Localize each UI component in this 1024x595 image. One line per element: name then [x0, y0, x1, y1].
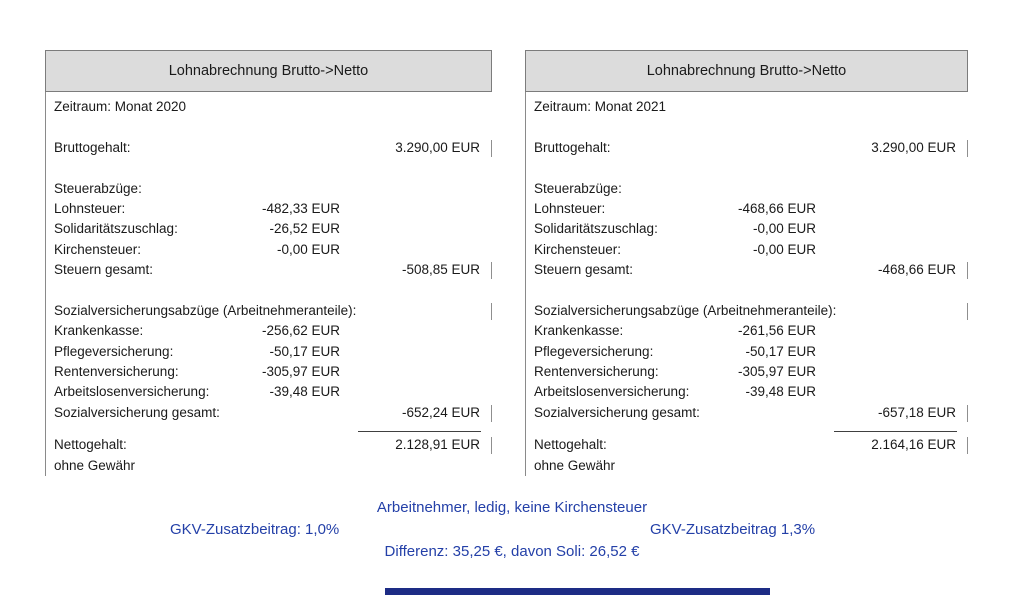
row-label: Krankenkasse:: [534, 323, 624, 339]
row-value: 2.164,16 EUR: [871, 437, 956, 453]
row-label: Pflegeversicherung:: [534, 343, 654, 359]
row-value: 2.128,91 EUR: [395, 437, 480, 453]
row-label: Arbeitslosenversicherung:: [534, 384, 690, 400]
gkv-note-2020: GKV-Zusatzbeitrag: 1,0%: [170, 521, 340, 538]
row-steuern-gesamt: [46, 260, 492, 280]
row-blank: [526, 158, 968, 178]
row-value: -261,56 EUR: [737, 323, 816, 339]
row-label: Lohnsteuer:: [54, 200, 126, 216]
footer-note-employee: Arbeitnehmer, ledig, keine Kirchensteuer: [376, 499, 648, 516]
row-sozialversicherung-heading: [526, 301, 968, 321]
row-lohnsteuer: [46, 199, 492, 219]
row-value: -26,52 EUR: [269, 221, 340, 237]
row-label: Pflegeversicherung:: [54, 343, 174, 359]
row-label: Steuern gesamt:: [54, 262, 154, 278]
row-nettogehalt: [526, 435, 968, 455]
total-rule-row: [526, 423, 968, 435]
footer-note-gkv: [0, 519, 1024, 541]
row-label: Sozialversicherung gesamt:: [534, 404, 700, 420]
row-value: 3.290,00 EUR: [395, 139, 480, 155]
row-steuerabzuege-heading: [526, 179, 968, 199]
row-blank: [46, 117, 492, 137]
row-label: Zeitraum: Monat 2020: [54, 99, 187, 114]
row-kirchensteuer: [526, 240, 968, 260]
row-label: Rentenversicherung:: [54, 364, 179, 380]
row-value: -50,17 EUR: [745, 343, 816, 359]
row-value: -482,33 EUR: [261, 200, 340, 216]
row-rentenversicherung: [46, 362, 492, 382]
row-krankenkasse: [46, 321, 492, 341]
row-value: -468,66 EUR: [737, 200, 816, 216]
row-ohne-gewaehr: [46, 456, 492, 476]
row-label: Sozialversicherung gesamt:: [54, 404, 220, 420]
row-label: Kirchensteuer:: [534, 241, 622, 257]
row-blank: [526, 281, 968, 301]
row-nettogehalt: [46, 435, 492, 455]
row-label: Nettogehalt:: [54, 437, 127, 453]
row-value: -0,00 EUR: [752, 221, 816, 237]
row-value: -508,85 EUR: [401, 262, 480, 278]
row-value: -50,17 EUR: [269, 343, 340, 359]
row-label: Kirchensteuer:: [54, 241, 142, 257]
payroll-panel-2021: [525, 50, 968, 476]
row-pflegeversicherung: [46, 342, 492, 362]
row-rentenversicherung: [526, 362, 968, 382]
gkv-note-2021: GKV-Zusatzbeitrag 1,3%: [650, 521, 816, 538]
total-rule: [834, 431, 957, 432]
row-value: -657,18 EUR: [877, 404, 956, 420]
row-value: -0,00 EUR: [752, 241, 816, 257]
row-kirchensteuer: [46, 240, 492, 260]
payroll-panel-2020: [45, 50, 492, 476]
row-label: Bruttogehalt:: [534, 139, 611, 155]
row-value: -305,97 EUR: [261, 364, 340, 380]
row-krankenkasse: [526, 321, 968, 341]
row-sozialversicherung-gesamt: [526, 403, 968, 423]
row-pflegeversicherung: [526, 342, 968, 362]
row-bruttogehalt: [526, 138, 968, 158]
row-solidaritaetszuschlag: [46, 219, 492, 239]
row-value: -39,48 EUR: [745, 384, 816, 400]
row-value: -652,24 EUR: [401, 404, 480, 420]
row-label: Steuerabzüge:: [534, 180, 622, 196]
row-zeitraum: [46, 97, 492, 117]
row-label: ohne Gewähr: [534, 457, 616, 473]
panel-body: [45, 92, 492, 476]
row-label: Sozialversicherungsabzüge (Arbeitnehmeranteile):: [534, 302, 837, 318]
row-value: -305,97 EUR: [737, 364, 816, 380]
total-rule-row: [46, 423, 492, 435]
footer-note-differenz: Differenz: 35,25 €, davon Soli: 26,52 €: [384, 543, 640, 560]
row-sozialversicherung-heading: [46, 301, 492, 321]
row-value: -39,48 EUR: [269, 384, 340, 400]
row-value: -468,66 EUR: [877, 262, 956, 278]
row-label: Lohnsteuer:: [534, 200, 606, 216]
row-value: 3.290,00 EUR: [871, 139, 956, 155]
row-label: Solidaritätszuschlag:: [54, 221, 178, 237]
row-steuerabzuege-heading: [46, 179, 492, 199]
row-label: ohne Gewähr: [54, 457, 136, 473]
row-sozialversicherung-gesamt: [46, 403, 492, 423]
row-label: Nettogehalt:: [534, 437, 607, 453]
row-arbeitslosenversicherung: [526, 382, 968, 402]
panel-title: Lohnabrechnung Brutto->Netto: [525, 50, 968, 92]
row-value: -0,00 EUR: [276, 241, 340, 257]
row-ohne-gewaehr: [526, 456, 968, 476]
footer-notes: [0, 497, 1024, 563]
row-zeitraum: [526, 97, 968, 117]
row-value: -256,62 EUR: [261, 323, 340, 339]
row-steuern-gesamt: [526, 260, 968, 280]
panel-body: [525, 92, 968, 476]
row-blank: [46, 158, 492, 178]
row-label: Arbeitslosenversicherung:: [54, 384, 210, 400]
row-label: Solidaritätszuschlag:: [534, 221, 658, 237]
row-label: Sozialversicherungsabzüge (Arbeitnehmeranteile):: [54, 302, 357, 318]
row-label: Steuern gesamt:: [534, 262, 634, 278]
row-label: Bruttogehalt:: [54, 139, 131, 155]
row-blank: [46, 281, 492, 301]
row-bruttogehalt: [46, 138, 492, 158]
row-lohnsteuer: [526, 199, 968, 219]
row-label: Zeitraum: Monat 2021: [534, 99, 667, 114]
row-label: Krankenkasse:: [54, 323, 144, 339]
row-label: Rentenversicherung:: [534, 364, 659, 380]
row-label: Steuerabzüge:: [54, 180, 142, 196]
row-arbeitslosenversicherung: [46, 382, 492, 402]
panel-title: Lohnabrechnung Brutto->Netto: [45, 50, 492, 92]
bottom-navy-bar: [385, 588, 770, 595]
row-blank: [526, 117, 968, 137]
row-solidaritaetszuschlag: [526, 219, 968, 239]
total-rule: [358, 431, 481, 432]
